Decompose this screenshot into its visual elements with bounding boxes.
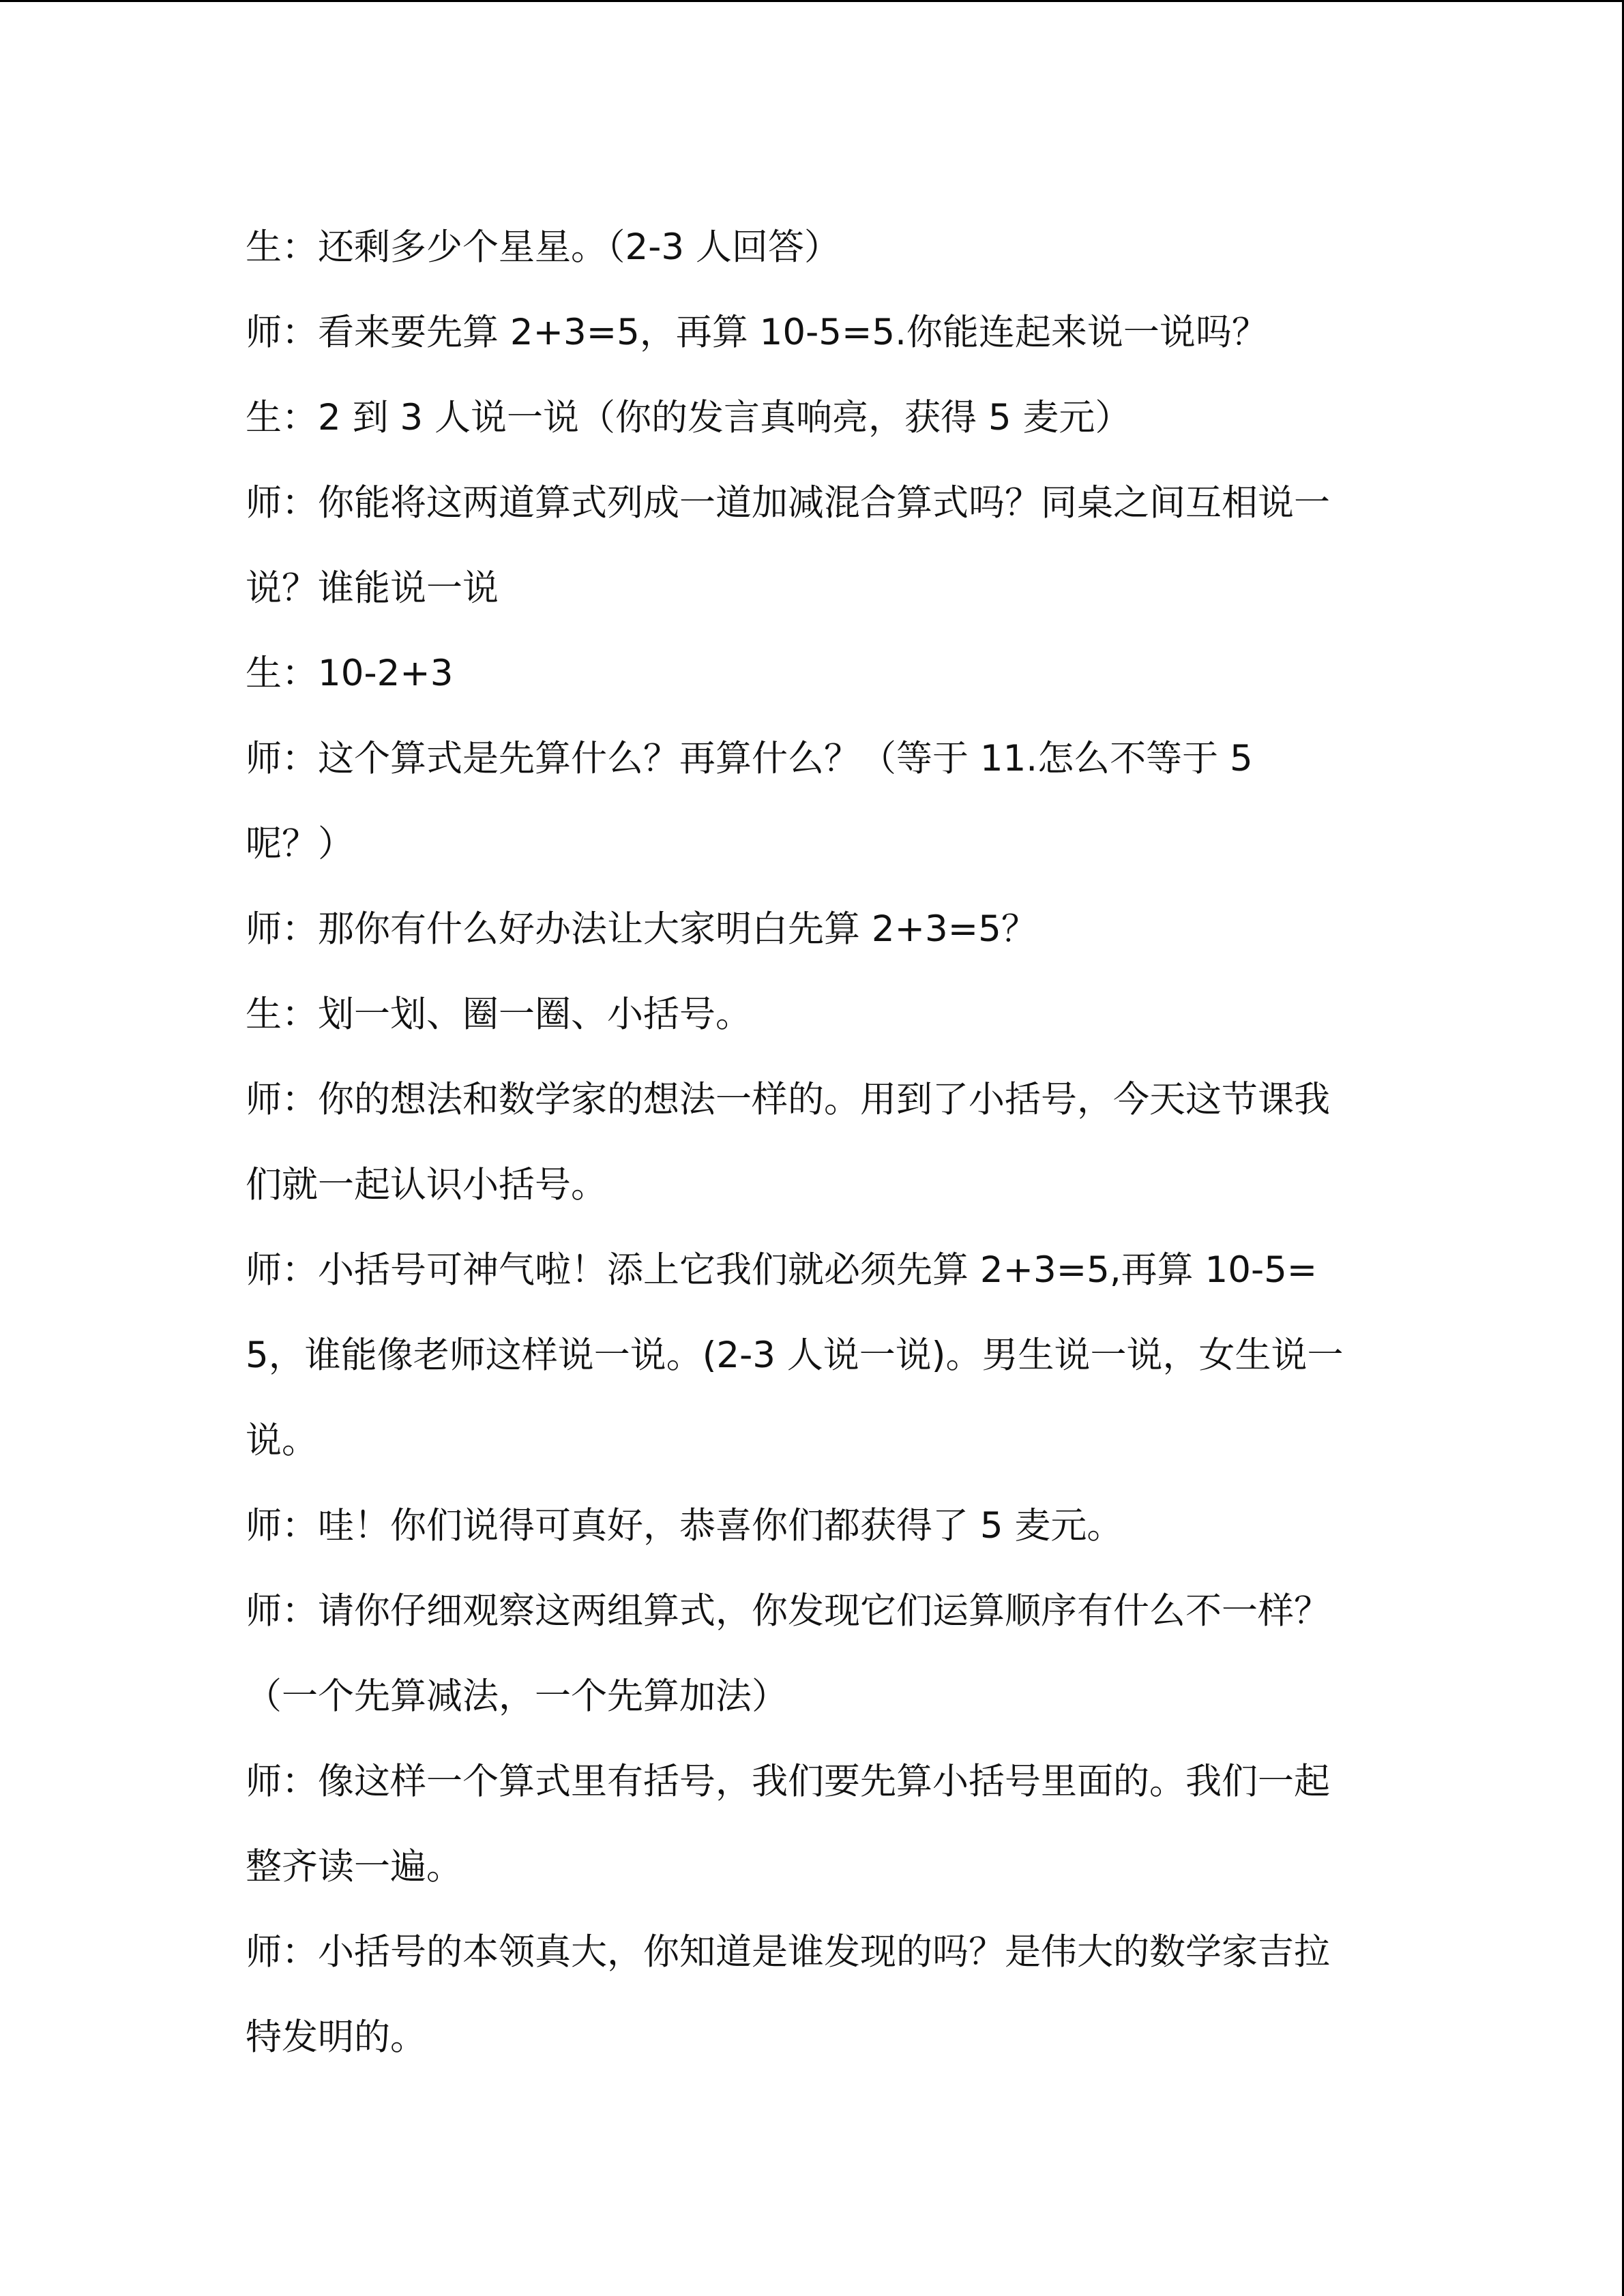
page-text: 生：还剩多少个星星。（2-3 人回答） 师：看来要先算 2+3=5，再算 10-5=5.你能连起来说一说吗？ 生：2 到 3 人说一说（你的发言真响亮，获得 5 麦元） 师：你能将这两道算式列成一道加减混合算式吗？同桌之间互相说一说？谁能说一说 生：10-2+3 师：这个算式是先算什么？再算什么？（等于 11.怎么不等于 5 呢？） 师：那你有什么好办法让大家明白先算 2+3=5？ 生：划一划、圈一圈、小括号。 师：你的想法和数学家的想法一样的。用到了小括号，今天这节课我们就一起认识小括号。 师：小括号可神气啦！添上它我们就必须先算 2+3=5,再算 10-5=5，谁能像老师这样说一说。(2-3 人说一说)。男生说一说，女生说一说。 师：哇！你们说得可真好，恭喜你们都获得了 5 麦元。 师：请你仔细观察这两组算式，你发现它们运算顺序有什么不一样？（一个先算减法，一个先算加法） 师：像这样一个算式里有括号，我们要先算小括号里面的。我们一起整齐读一遍。 师：小括号的本领真大，你知道是谁发现的吗？是伟大的数学家吉拉特发明的。 bbox=[246, 226, 1344, 2058]
top-border-line bbox=[0, 0, 1624, 2]
